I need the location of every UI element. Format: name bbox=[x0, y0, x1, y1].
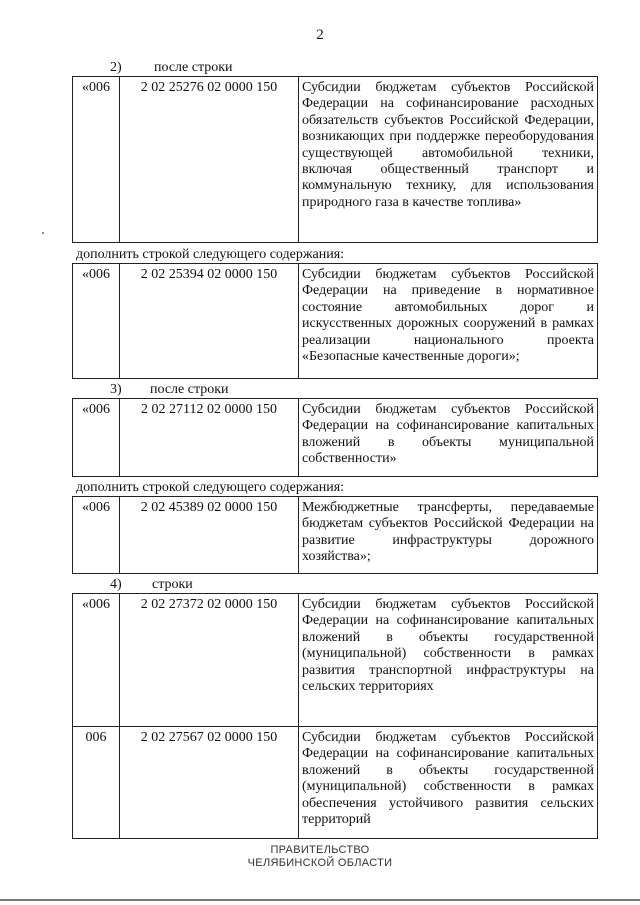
code-cell: «006 bbox=[73, 399, 120, 477]
description-cell: Субсидии бюджетам субъектов Российской Федерации на софинансирование расходных обязательств субъектов Российской Федерации, возникающих при поддержке переоборудования существующей автомобильной техники, включая общественный транспорт и коммунальную технику, для использования природного газа в качестве топлива» bbox=[299, 77, 598, 243]
supplement-intro bbox=[76, 480, 344, 496]
table-row bbox=[73, 727, 598, 839]
description-cell: Межбюджетные трансферты, передаваемые бюджетам субъектов Российской Федерации на развитие инфраструктуры дорожного хозяйства»; bbox=[299, 497, 598, 574]
code-cell: 006 bbox=[73, 727, 120, 839]
item-text: дополнить строкой следующего содержания: bbox=[76, 247, 345, 262]
code-cell: «006 bbox=[73, 264, 120, 379]
page-number: 2 bbox=[316, 27, 324, 43]
description-cell: Субсидии бюджетам субъектов Российской Федерации на софинансирование капитальных вложений в объекты государственной (муниципальной) собственности в рамках обеспечения устойчивого развития сельских территорий bbox=[299, 727, 598, 839]
kbk-cell: 2 02 27372 02 0000 150 bbox=[120, 594, 299, 727]
scan-edge-line bbox=[0, 899, 640, 901]
item-text: дополнить строкой следующего содержания: bbox=[76, 480, 345, 495]
kbk-cell: 2 02 25394 02 0000 150 bbox=[120, 264, 299, 379]
code-cell: «006 bbox=[73, 594, 120, 727]
table-row bbox=[72, 76, 598, 243]
item-number: 3) bbox=[110, 382, 122, 397]
table-row bbox=[73, 594, 598, 727]
table-row bbox=[72, 398, 598, 477]
table-rows-group bbox=[72, 593, 598, 839]
government-stamp bbox=[0, 844, 640, 870]
description-cell: Субсидии бюджетам субъектов Российской Федерации на софинансирование капитальных вложений в объекты муниципальной собственности» bbox=[299, 399, 598, 477]
supplement-intro bbox=[76, 247, 344, 263]
code-cell: «006 bbox=[73, 497, 120, 574]
kbk-cell: 2 02 27112 02 0000 150 bbox=[120, 399, 299, 477]
description-cell: Субсидии бюджетам субъектов Российской Федерации на софинансирование капитальных вложений в объекты государственной (муниципальной) собственности в рамках развития транспортной инфраструктуры на сельских территориях bbox=[299, 594, 598, 727]
stamp-line-1: ПРАВИТЕЛЬСТВО bbox=[270, 844, 370, 856]
item-3-intro bbox=[110, 382, 229, 398]
description-cell: Субсидии бюджетам субъектов Российской Федерации на приведение в нормативное состояние автомобильных дорог и искусственных дорожных сооружений в рамках реализации национального проекта «Безопасные качественные дороги»; bbox=[299, 264, 598, 379]
table-row bbox=[72, 496, 598, 574]
item-number: 4) bbox=[110, 577, 122, 592]
kbk-cell: 2 02 45389 02 0000 150 bbox=[120, 497, 299, 574]
item-text: после строки bbox=[154, 60, 233, 75]
item-2-intro bbox=[110, 60, 233, 76]
stamp-line-2: ЧЕЛЯБИНСКОЙ ОБЛАСТИ bbox=[247, 857, 393, 869]
table-row bbox=[72, 263, 598, 379]
item-text: после строки bbox=[150, 382, 229, 397]
item-4-intro bbox=[110, 577, 193, 593]
item-number: 2) bbox=[110, 60, 122, 75]
kbk-cell: 2 02 27567 02 0000 150 bbox=[120, 727, 299, 839]
scan-speck bbox=[42, 232, 44, 234]
code-cell: «006 bbox=[73, 77, 120, 243]
kbk-cell: 2 02 25276 02 0000 150 bbox=[120, 77, 299, 243]
item-text: строки bbox=[152, 577, 193, 592]
